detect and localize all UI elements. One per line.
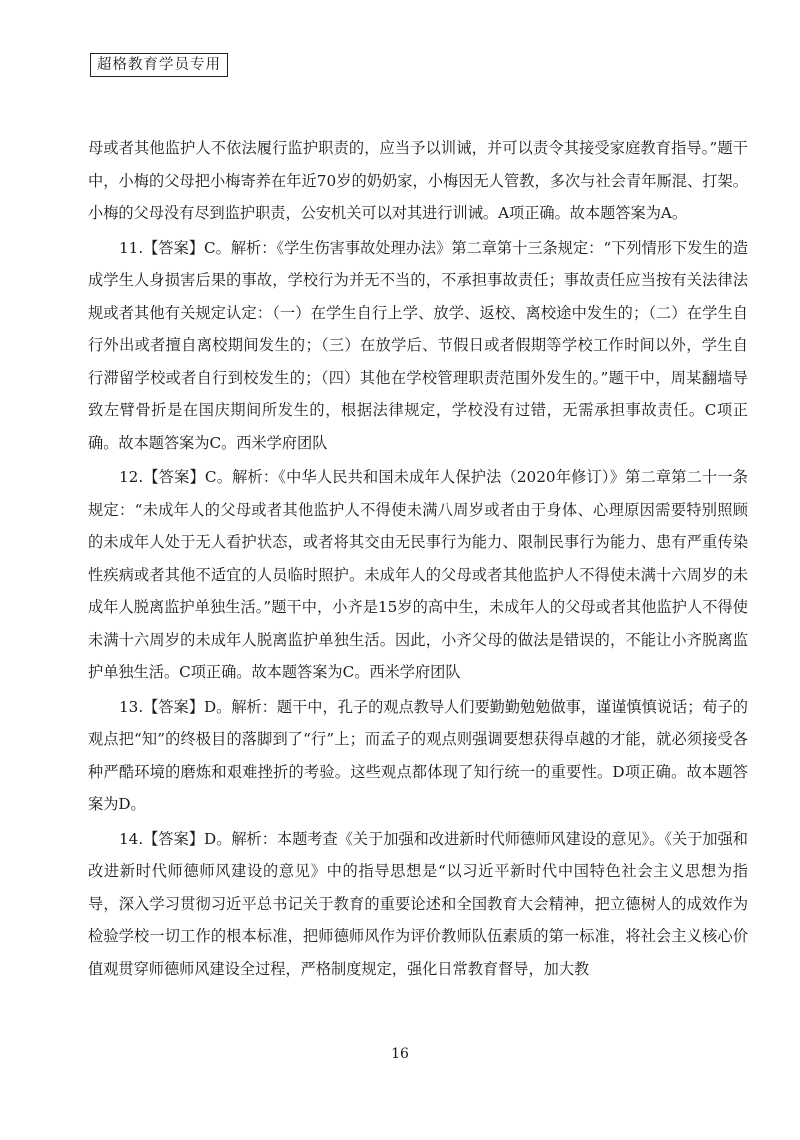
answer-explanations <box>88 130 748 985</box>
page-number: 16 <box>391 1046 409 1062</box>
paragraph-answer-12: 12.【答案】C。解析：《中华人民共和国未成年人保护法（2020年修订）》第二章第二十一条规定：“未成年人的父母或者其他监护人不得使未满八周岁或者由于身体、心理原因需要特别照顾的未成年人处于无人看护状态，或者将其交由无民事行为能力、限制民事行为能力、患有严重传染性疾病或者其他不适宜的人员临时照护。未成年人的父母或者其他监护人不得使未满十六周岁的未成年人脱离监护单独生活。”题干中，小齐是15岁的高中生，未成年人的父母或者其他监护人不得使未满十六周岁的未成年人脱离监护单独生活。因此，小齐父母的做法是错误的，不能让小齐脱离监护单独生活。C项正确。故本题答案为C。西米学府团队 <box>88 468 748 681</box>
paragraph-answer-14: 14.【答案】D。解析：本题考查《关于加强和改进新时代师德师风建设的意见》。《关于加强和改进新时代师德师风建设的意见》中的指导思想是“以习近平新时代中国特色社会主义思想为指导，深入学习贯彻习近平总书记关于教育的重要论述和全国教育大会精神，把立德树人的成效作为检验学校一切工作的根本标准，把师德师风作为评价教师队伍素质的第一标准，将社会主义核心价值观贯穿师德师风建设全过程，严格制度规定，强化日常教育督导，加大教 <box>88 829 748 978</box>
paragraph-continuation: 母或者其他监护人不依法履行监护职责的，应当予以训诫，并可以责令其接受家庭教育指导。”题干中，小梅的父母把小梅寄养在年近70岁的奶奶家，小梅因无人管教，多次与社会青年厮混、打架。小梅的父母没有尽到监护职责，公安机关可以对其进行训诫。A项正确。故本题答案为A。 <box>88 139 748 222</box>
paragraph-answer-11: 11.【答案】C。解析：《学生伤害事故处理办法》第二章第十三条规定：“下列情形下发生的造成学生人身损害后果的事故，学校行为并无不当的，不承担事故责任；事故责任应当按有关法律法规或者其他有关规定认定：（一）在学生自行上学、放学、返校、离校途中发生的；（二）在学生自行外出或者擅自离校期间发生的；（三）在放学后、节假日或者假期等学校工作时间以外，学生自行滞留学校或者自行到校发生的；（四）其他在学校管理职责范围外发生的。”题干中，周某翻墙导致左臂骨折是在国庆期间所发生的，根据法律规定，学校没有过错，无需承担事故责任。C项正确。故本题答案为C。西米学府团队 <box>88 238 748 452</box>
paragraph-answer-13: 13.【答案】D。解析：题干中，孔子的观点教导人们要勤勤勉勉做事，谨谨慎慎说话；荀子的观点把“知”的终极目的落脚到了“行”上；而孟子的观点则强调要想获得卓越的才能，就必须接受各种严酷环境的磨炼和艰难挫折的考验。这些观点都体现了知行统一的重要性。D项正确。故本题答案为D。 <box>88 697 748 813</box>
header-label: 超格教育学员专用 <box>90 53 228 77</box>
